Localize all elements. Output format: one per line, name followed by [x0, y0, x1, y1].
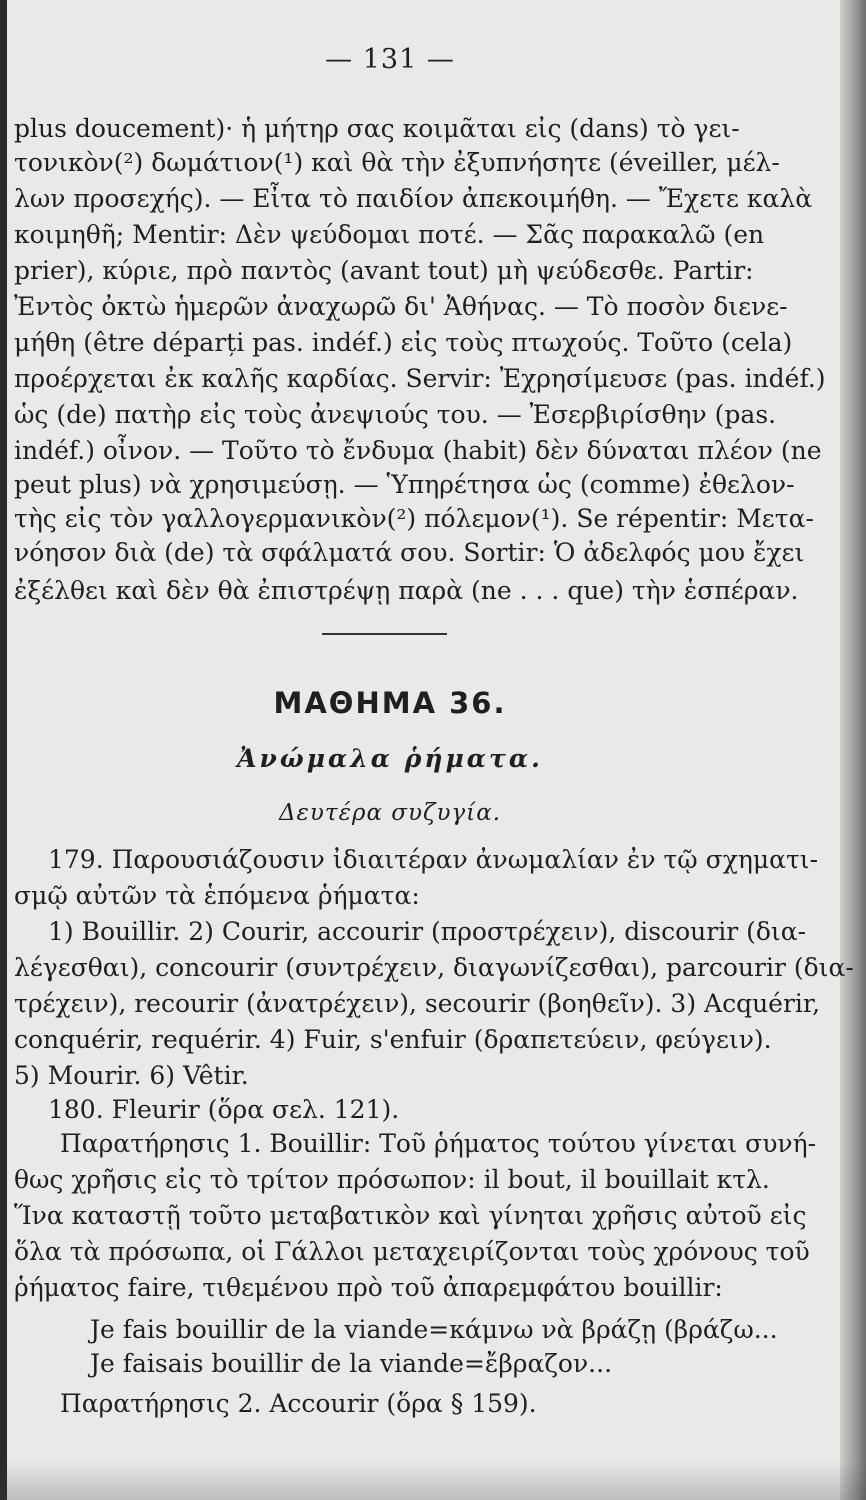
paragraph-line: ῥήματος faire, τιθεμένου πρὸ τοῦ ἀπαρεμφάτου bouillir: [14, 1273, 723, 1302]
lesson-title: ΜΑΘΗΜΑ 36. [273, 686, 507, 720]
paragraph-line: 1) Bouillir. 2) Courir, accourir (προστρέχειν), discourir (δια- [48, 917, 807, 946]
text-line: νόησον διὰ (de) τὰ σφάλματά σου. Sortir: Ὁ ἀδελφός μου ἔχει [14, 538, 805, 567]
paragraph-line: Παρατήρησις 1. Bouillir: Τοῦ ῥήματος τούτου γίνεται συνή- [60, 1129, 817, 1158]
text-line: prier), κύριε, πρὸ παντὸς (avant tout) μὴ ψεύδεσθε. Partir: [14, 256, 754, 285]
paragraph-line: σμῷ αὐτῶν τὰ ἑπόμενα ῥήματα: [14, 881, 420, 910]
paragraph-line: conquérir, requérir. 4) Fuir, s'enfuir (δραπετεύειν, φεύγειν). [14, 1025, 772, 1054]
lesson-subtitle: Ἀνώμαλα ῥήματα. [237, 744, 543, 773]
paragraph-line: Παρατήρησις 2. Accourir (ὅρα § 159). [60, 1389, 537, 1418]
example-line: Je faisais bouillir de la viande=ἔβραζον... [90, 1349, 613, 1378]
text-line: plus doucement)· ἡ μήτηρ σας κοιμᾶται εἰς (dans) τὸ γει- [14, 114, 740, 143]
text-line: προέρχεται ἐκ καλῆς καρδίας. Servir: Ἐχρησίμευσε (pas. indéf.) [14, 364, 826, 393]
paragraph-line: 179. Παρουσιάζουσιν ἰδιαιτέραν ἀνωμαλίαν ἐν τῷ σχηματι- [48, 845, 819, 874]
text-line: τονικὸν(²) δωμάτιον(¹) καὶ θὰ τὴν ἐξυπνήσητε (éveiller, μέλ- [14, 148, 780, 177]
page-number: — 131 — [325, 44, 455, 75]
paragraph-line: ὅλα τὰ πρόσωπα, οἱ Γάλλοι μεταχειρίζονται τοὺς χρόνους τοῦ [14, 1237, 810, 1266]
text-line: κοιμηθῆ; Mentir: Δὲν ψεύδομαι ποτέ. — Σᾶς παρακαλῶ (en [14, 220, 765, 249]
text-line: ὡς (de) πατὴρ εἰς τοὺς ἀνεψιούς του. — Ἐσερβιρίσθην (pas. [14, 400, 777, 429]
example-line: Je fais bouillir de la viande=κάμνω νὰ βράζῃ (βράζω... [90, 1315, 778, 1344]
paragraph-line: τρέχειν), recourir (ἀνατρέχειν), secourir (βοηθεῖν). 3) Acquérir, [14, 989, 821, 1018]
text-line: indéf.) οἶνον. — Τοῦτο τὸ ἔνδυμα (habit) δὲν δύναται πλέον (ne [14, 436, 822, 465]
text-line: τὴς εἰς τὸν γαλλογερμανικὸν(²) πόλεμον(¹). Se répentir: Μετα- [14, 504, 814, 533]
page-bottom-shade [0, 1460, 866, 1500]
paragraph-line: 5) Mourir. 6) Vêtir. [14, 1061, 249, 1090]
paragraph-line: θως χρῆσις εἰς τὸ τρίτον πρόσωπον: il bout, il bouillait κτλ. [14, 1165, 770, 1194]
paragraph-line: Ἵνα καταστῇ τοῦτο μεταβατικὸν καὶ γίνηται χρῆσις αὐτοῦ εἰς [14, 1201, 807, 1230]
text-line: Ἐντὸς ὀκτὼ ἡμερῶν ἀναχωρῶ δι' Ἀθήνας. — Τὸ ποσὸν διενε- [14, 292, 788, 321]
text-line: peut plus) νὰ χρησιμεύσῃ. — Ὑπηρέτησα ὡς (comme) ἐθελον- [14, 470, 795, 499]
conjugation-heading: Δευτέρα συζυγία. [278, 800, 502, 826]
text-line: λων προσεχής). — Εἶτα τὸ παιδίον ἀπεκοιμήθη. — Ἔχετε καλὰ [14, 184, 813, 213]
paragraph-line: λέγεσθαι), concourir (συντρέχειν, διαγωνίζεσθαι), parcourir (δια- [14, 953, 854, 982]
text-line: μήθη (être déparți pas. indéf.) εἰς τοὺς πτωχούς. Τοῦτο (cela) [14, 328, 793, 357]
text-line: ἐξέλθει καὶ δὲν θὰ ἐπιστρέψῃ παρὰ (ne . . . que) τὴν ἑσπέραν. [14, 576, 799, 605]
section-divider [322, 633, 447, 635]
paragraph-line: 180. Fleurir (ὅρα σελ. 121). [48, 1095, 400, 1124]
page-edge-shadow [840, 0, 866, 1500]
